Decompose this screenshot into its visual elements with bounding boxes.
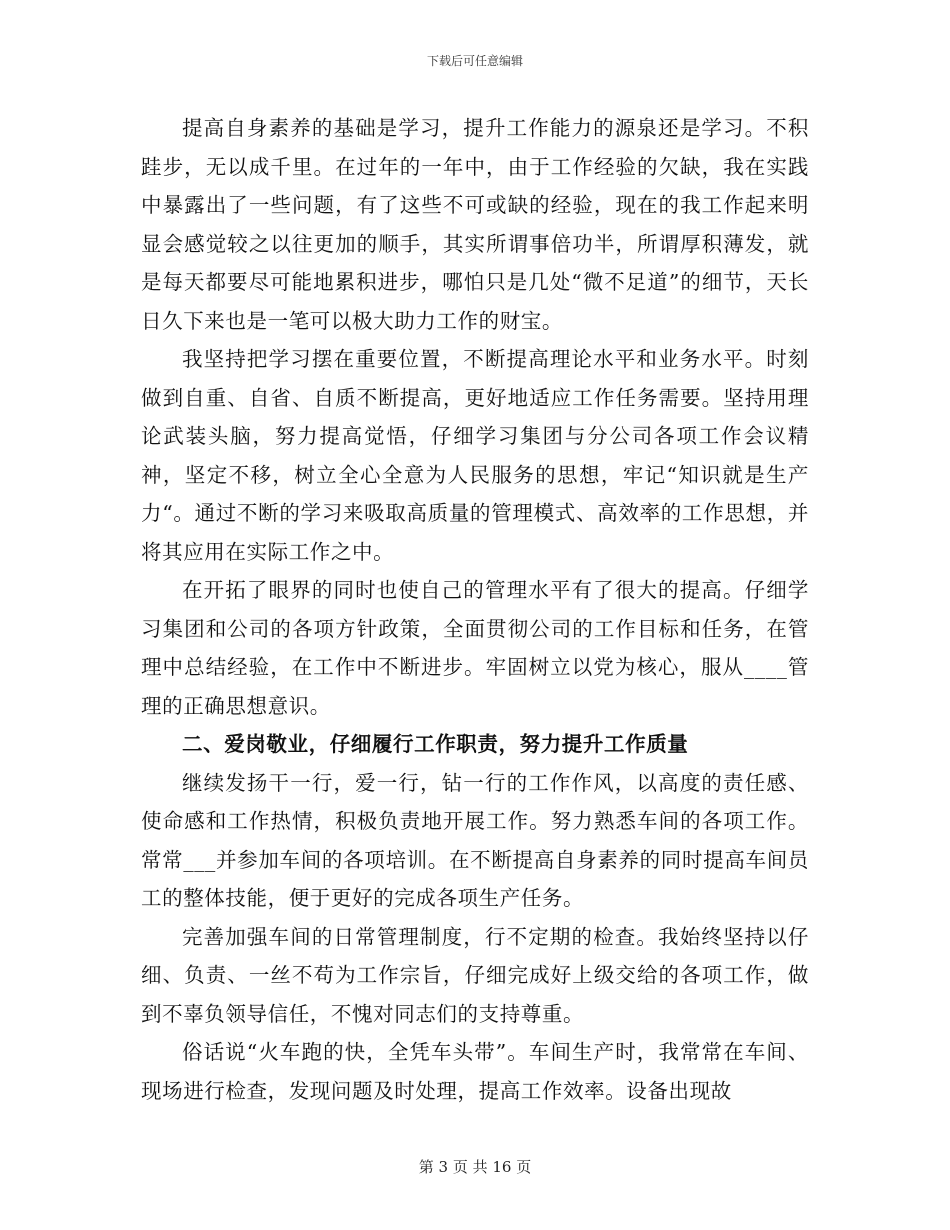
page-header: 下载后可任意编辑 <box>426 54 523 68</box>
paragraph: 继续发扬干一行，爱一行，钻一行的工作作风，以高度的责任感、使命感和工作热情，积极负责地开展工作。努力熟悉车间的各项工作。常常___并参加车间的各项培训。在不断提高自身素养的同时提高车间员工的整体技能，便于更好的完成各项生产任务。 <box>141 770 809 910</box>
paragraph: 我坚持把学习摆在重要位置，不断提高理论水平和业务水平。时刻做到自重、自省、自质不断提高，更好地适应工作任务需要。坚持用理论武装头脑，努力提高觉悟，仔细学习集团与分公司各项工作会议精神，坚定不移，树立全心全意为人民服务的思想，牢记“知识就是生产力“。通过不断的学习来吸取高质量的管理模式、高效率的工作思想，并将其应用在实际工作之中。 <box>141 347 809 564</box>
paragraph: 提高自身素养的基础是学习，提升工作能力的源泉还是学习。不积跬步，无以成千里。在过年的一年中，由于工作经验的欠缺，我在实践中暴露出了一些问题，有了这些不可或缺的经验，现在的我工作起来明显会感觉较之以往更加的顺手，其实所谓事倍功半，所谓厚积薄发，就是每天都要尽可能地累积进步，哪怕只是几处“微不足道”的细节，天长日久下来也是一笔可以极大助力工作的财宝。 <box>141 116 809 333</box>
page-number-footer: 第 3 页 共 16 页 <box>418 1158 532 1176</box>
paragraph: 在开拓了眼界的同时也使自己的管理水平有了很大的提高。仔细学习集团和公司的各项方针政策，全面贯彻公司的工作目标和任务，在管理中总结经验，在工作中不断进步。牢固树立以党为核心，服从____管理的正确思想意识。 <box>141 578 809 718</box>
section-heading: 二、爱岗敬业，仔细履行工作职责，努力提升工作质量 <box>182 732 689 756</box>
paragraph: 完善加强车间的日常管理制度，行不定期的检查。我始终坚持以仔细、负责、一丝不苟为工作宗旨，仔细完成好上级交给的各项工作，做到不辜负领导信任，不愧对同志们的支持尊重。 <box>141 924 809 1026</box>
document-body <box>141 109 809 1110</box>
paragraph: 俗话说“火车跑的快，全凭车头带”。车间生产时，我常常在车间、现场进行检查，发现问题及时处理，提高工作效率。设备出现故 <box>141 1040 809 1103</box>
